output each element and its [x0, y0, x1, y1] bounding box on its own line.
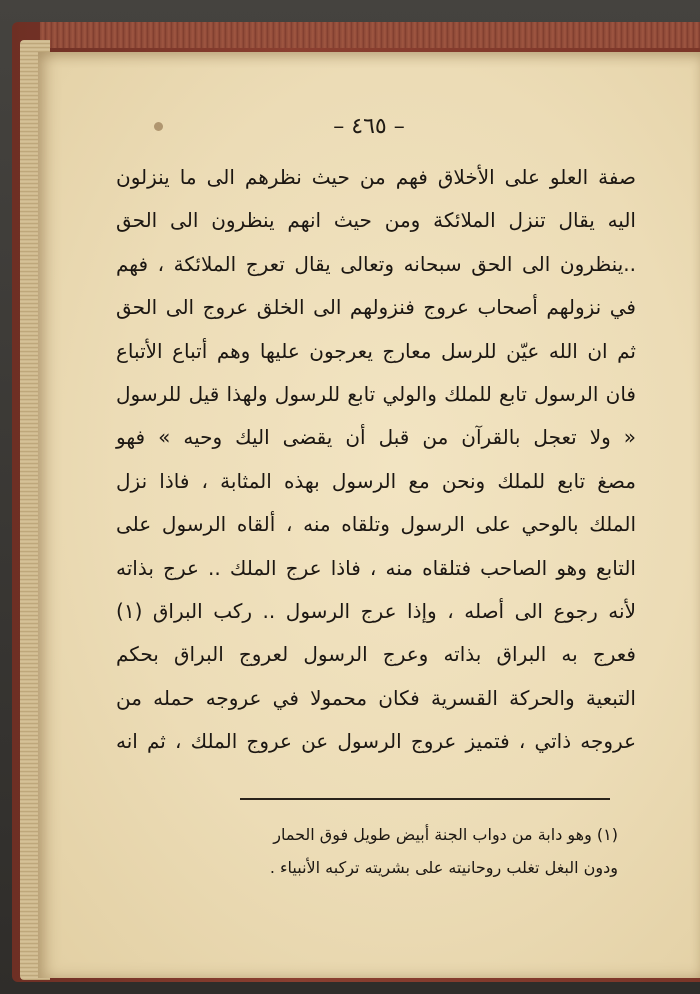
footnote-line: (١) وهو دابة من دواب الجنة أبيض طويل فوق الحمار [273, 825, 618, 844]
footnote [148, 818, 618, 884]
text-line: مصغ تابع للملك ونحن مع الرسول بهذه المثابة ، فاذا نزل [116, 468, 636, 493]
text-line: عروجه ذاتي ، فتميز عروج الرسول عن عروج الملك ، ثم انه [116, 729, 636, 754]
text-line: في نزولهم أصحاب عروج فنزولهم الى الخلق عروج الى الحق [116, 295, 636, 320]
text-line: فعرج به البراق بذاته وعرج الرسول لعروج البراق بحكم [116, 642, 636, 667]
book-cover-top-edge [40, 22, 700, 48]
text-line: ..ينظرون الى الحق سبحانه وتعالى يقال تعرج الملائكة ، فهم [116, 251, 636, 276]
text-line: التابع وهو الصاحب فتلقاه منه ، فاذا عرج الملك .. عرج بذاته [116, 555, 636, 580]
text-line: اليه يقال تنزل الملائكة ومن حيث انهم ينظرون الى الحق [116, 208, 636, 233]
text-line: التبعية والحركة القسرية فكان محمولا في عروجه حمله من [116, 685, 636, 710]
footnote-divider [240, 798, 610, 800]
text-line: لأنه رجوع الى أصله ، وإذا عرج الرسول .. ركب البراق (١) [116, 598, 636, 623]
text-line: صفة العلو على الأخلاق فهم من حيث نظرهم الى ما ينزلون [116, 165, 636, 189]
text-line: فان الرسول تابع للملك والولي تابع للرسول ولهذا قيل للرسول [116, 381, 636, 406]
page-number: – ٤٦٥ – [333, 114, 405, 139]
footnote-line: ودون البغل تغلب روحانيته على بشريته تركبه الأنبياء . [269, 858, 618, 877]
body-text [116, 156, 636, 763]
text-line: ثم ان الله عيّن للرسل معارج يعرجون عليها وهم أتباع الأتباع [116, 338, 636, 363]
text-line: الملك بالوحي على الرسول وتلقاه منه ، ألقاه الرسول على [116, 512, 636, 537]
text-line: « ولا تعجل بالقرآن من قبل أن يقضى اليك وحيه » فهو [116, 425, 636, 450]
book-page [38, 52, 700, 978]
